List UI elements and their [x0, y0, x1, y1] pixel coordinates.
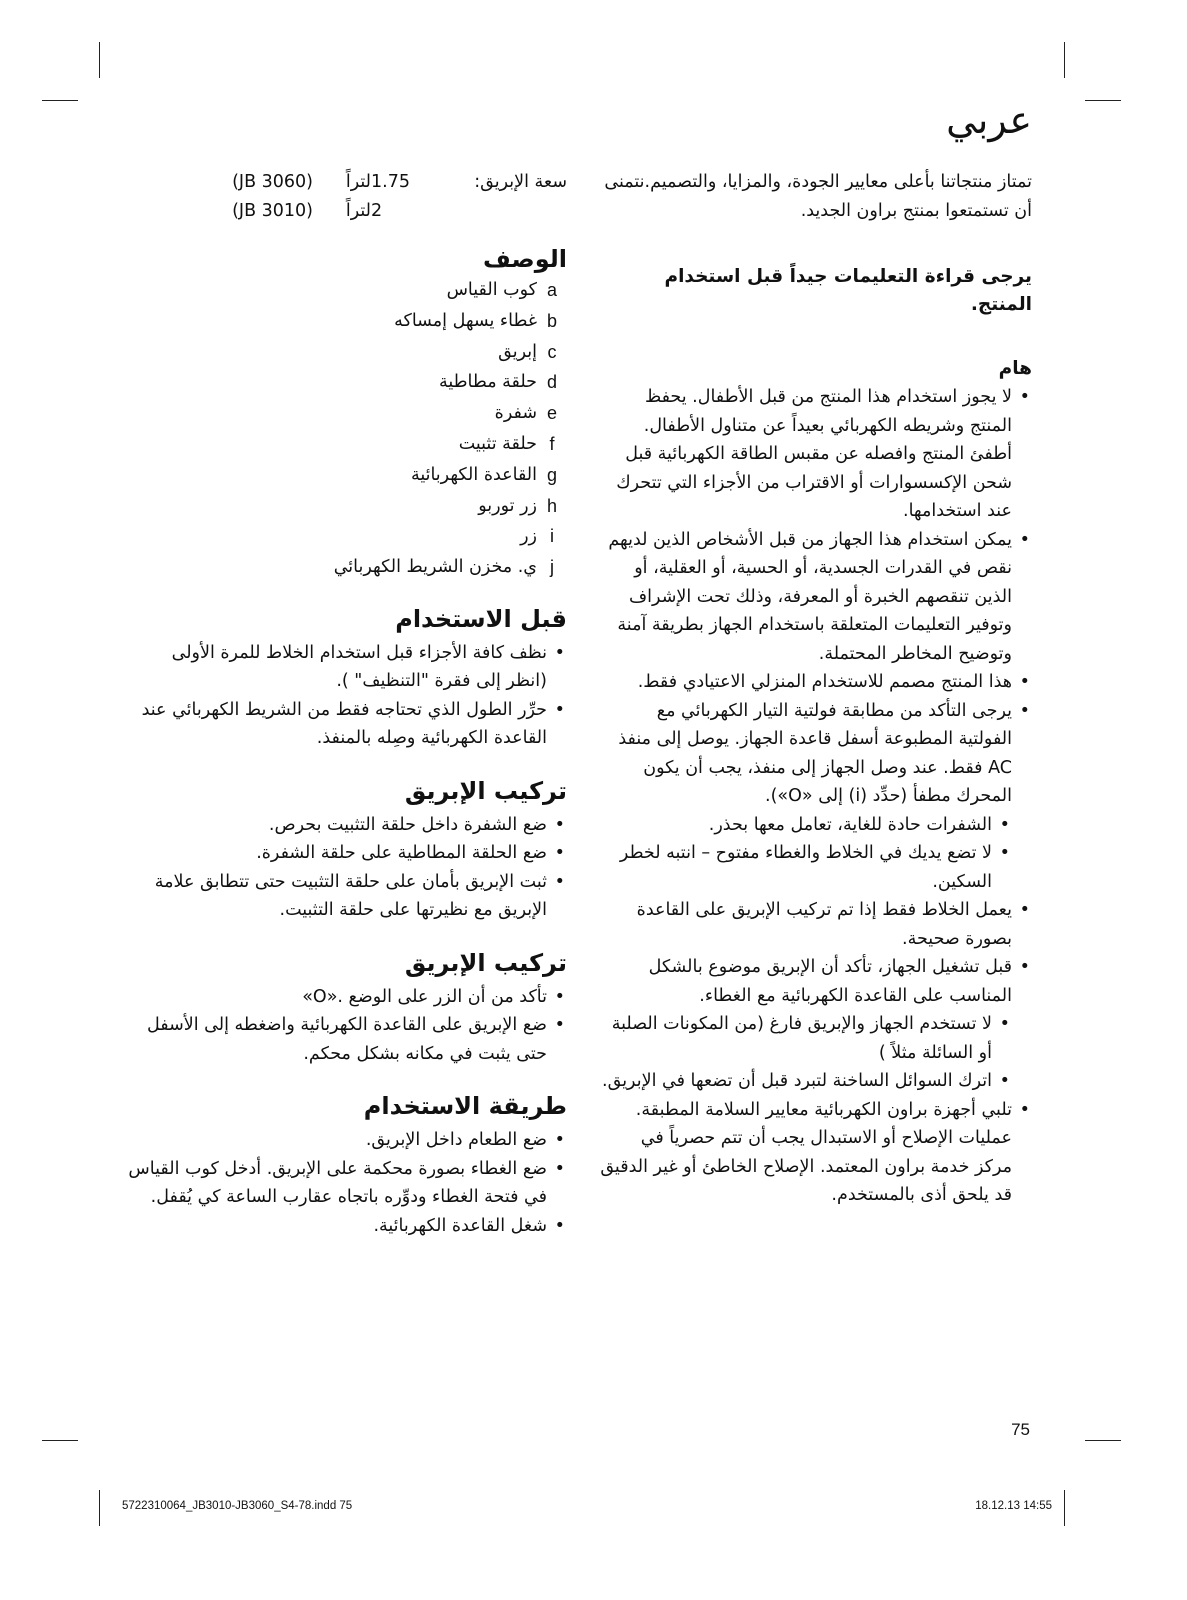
list-item: • ضع الحلقة المطاطية على حلقة الشفرة. — [127, 839, 567, 868]
list-item: • يرجى التأكد من مطابقة فولتية التيار الكهربائي مع الفولتية المطبوعة أسفل قاعدة الجهاز. يوصل إلى منفذ AC فقط. عند وصل الجهاز إلى منفذ، يجب أن يكون المحرك مطفأ (حدِّد (i) إلى «O»). — [600, 697, 1032, 811]
description-heading: الوصف — [482, 245, 567, 273]
capacity-unit: لتراً — [345, 172, 371, 192]
part-name: كوب القياس — [446, 280, 537, 300]
assembly-list-2 — [127, 983, 567, 1069]
capacity-block — [127, 168, 567, 225]
description-item — [127, 367, 567, 398]
list-item: • حرِّر الطول الذي تحتاجه فقط من الشريط الكهربائي عند القاعدة الكهربائية وصِله بالمنفذ. — [127, 696, 567, 753]
description-item — [127, 552, 567, 583]
part-name: حلقة مطاطية — [438, 372, 537, 393]
part-name: زر — [520, 526, 537, 547]
capacity-unit: لتراً — [345, 200, 371, 221]
part-letter: g — [546, 464, 557, 485]
part-letter: j — [550, 557, 554, 578]
assembly-heading: تركيب الإبريق — [404, 776, 567, 805]
footer-timestamp: 18.12.13 14:55 — [975, 1500, 1052, 1512]
list-item: • الشفرات حادة للغاية، تعامل معها بحذر. — [600, 811, 1032, 840]
capacity-value: 2 — [371, 200, 383, 221]
description-list — [127, 275, 567, 583]
part-letter: f — [549, 433, 555, 454]
crop-mark — [1085, 100, 1121, 101]
assembly-heading-2: تركيب الإبريق — [404, 948, 567, 977]
page-number: 75 — [1011, 1420, 1030, 1439]
list-item: • تأكد من أن الزر على الوضع .«O» — [127, 983, 567, 1012]
part-letter: d — [546, 372, 557, 393]
description-item — [127, 429, 567, 460]
description-item — [127, 521, 567, 552]
list-item: • لا تضع يديك في الخلاط والغطاء مفتوح – انتبه لخطر السكين. — [600, 839, 1032, 896]
list-item: • نظف كافة الأجزاء قبل استخدام الخلاط للمرة الأولى (انظر إلى فقرة "التنظيف" ). — [127, 639, 567, 696]
part-letter: b — [546, 310, 557, 331]
part-name: ي. مخزن الشريط الكهربائي — [333, 557, 537, 578]
description-item — [127, 491, 567, 522]
capacity-model: (JB 3060) — [232, 172, 313, 192]
before-use-list — [127, 639, 567, 753]
language-title: عربي — [946, 98, 1032, 142]
part-letter: e — [546, 403, 557, 424]
list-item: • يمكن استخدام هذا الجهاز من قبل الأشخاص الذين لديهم نقص في القدرات الجسدية، أو الحسية، أو العقلية، أو الذين تنقصهم الخبرة أو المعرفة، وذلك تحت الإشراف وتوفير التعليمات المتعلقة باستخدام الجهاز بطريقة آمنة وتوضيح المخاطر المحتملة. — [600, 526, 1032, 669]
left-column — [127, 168, 567, 1240]
part-name: إبريق — [498, 341, 537, 362]
description-item — [127, 398, 567, 429]
before-use-heading: قبل الاستخدام — [395, 604, 567, 633]
part-letter: i — [550, 526, 554, 547]
list-item: • اترك السوائل الساخنة لتبرد قبل أن تضعها في الإبريق. — [600, 1067, 1032, 1096]
right-column — [600, 168, 1032, 1210]
list-item: • ضع الغطاء بصورة محكمة على الإبريق. أدخل كوب القياس في فتحة الغطاء ودوِّره باتجاه عقارب الساعة كي يُقفل. — [127, 1155, 567, 1212]
part-name: شفرة — [494, 403, 537, 424]
crop-mark — [99, 42, 100, 78]
crop-mark — [1064, 1490, 1065, 1526]
intro-text: تمتاز منتجاتنا بأعلى معايير الجودة، والمزايا، والتصميم.نتمنى أن تستمتعوا بمنتج براون الجديد. — [604, 172, 1032, 221]
crop-mark — [1085, 1440, 1121, 1441]
part-name: حلقة تثبيت — [458, 433, 537, 454]
capacity-value: 1.75 — [371, 172, 410, 192]
important-list — [600, 383, 1032, 1210]
read-instructions: يرجى قراءة التعليمات جيداً قبل استخدام المنتج. — [664, 266, 1032, 315]
list-item: • ضع الشفرة داخل حلقة التثبيت بحرص. — [127, 811, 567, 840]
capacity-label: سعة الإبريق: — [474, 172, 567, 192]
how-to-use-list — [127, 1126, 567, 1240]
crop-mark — [42, 100, 78, 101]
description-item — [127, 460, 567, 491]
crop-mark — [42, 1440, 78, 1441]
crop-mark — [99, 1490, 100, 1526]
part-name: غطاء يسهل إمساكه — [394, 310, 537, 331]
part-name: زر توربو — [478, 495, 537, 516]
description-item — [127, 306, 567, 337]
list-item: • قبل تشغيل الجهاز، تأكد أن الإبريق موضوع بالشكل المناسب على القاعدة الكهربائية مع الغطاء. — [600, 953, 1032, 1010]
crop-mark — [1064, 42, 1065, 78]
capacity-row — [127, 168, 567, 197]
part-letter: c — [547, 341, 557, 362]
list-item: • يعمل الخلاط فقط إذا تم تركيب الإبريق على القاعدة بصورة صحيحة. — [600, 896, 1032, 953]
list-item: • ثبت الإبريق بأمان على حلقة التثبيت حتى تتطابق علامة الإبريق مع نظيرتها على حلقة التثبيت. — [127, 868, 567, 925]
footer-filename: 5722310064_JB3010-JB3060_S4-78.indd 75 — [122, 1500, 353, 1512]
list-item: • تلبي أجهزة براون الكهربائية معايير السلامة المطبقة. عمليات الإصلاح أو الاستبدال يجب أن تتم حصرياً في مركز خدمة براون المعتمد. الإصلاح الخاطئ أو غير الدقيق قد يلحق أذى بالمستخدم. — [600, 1096, 1032, 1210]
list-item: • ضع الإبريق على القاعدة الكهربائية واضغطه إلى الأسفل حتى يثبت في مكانه بشكل محكم. — [127, 1011, 567, 1068]
how-to-use-heading: طريقة الاستخدام — [363, 1092, 567, 1121]
part-letter: h — [546, 495, 557, 516]
capacity-row — [127, 197, 567, 226]
capacity-model: (JB 3010) — [232, 200, 313, 221]
part-name: القاعدة الكهربائية — [410, 464, 537, 485]
assembly-list — [127, 811, 567, 925]
list-item: • شغل القاعدة الكهربائية. — [127, 1212, 567, 1241]
list-item: • لا تستخدم الجهاز والإبريق فارغ (من المكونات الصلبة أو السائلة مثلاً ) — [600, 1010, 1032, 1067]
description-item — [127, 337, 567, 368]
important-heading: هام — [998, 358, 1032, 379]
part-letter: a — [546, 280, 557, 300]
list-item: • هذا المنتج مصمم للاستخدام المنزلي الاعتيادي فقط. — [600, 668, 1032, 697]
list-item: • لا يجوز استخدام هذا المنتج من قبل الأطفال. يحفظ المنتج وشريطه الكهربائي بعيداً عن متناول الأطفال. أطفئ المنتج وافصله عن مقبس الطاقة الكهربائية قبل شحن الإكسسوارات أو الاقتراب من الأجزاء التي تتحرك عند استخدامها. — [600, 383, 1032, 526]
description-item — [127, 275, 567, 306]
list-item: • ضع الطعام داخل الإبريق. — [127, 1126, 567, 1155]
